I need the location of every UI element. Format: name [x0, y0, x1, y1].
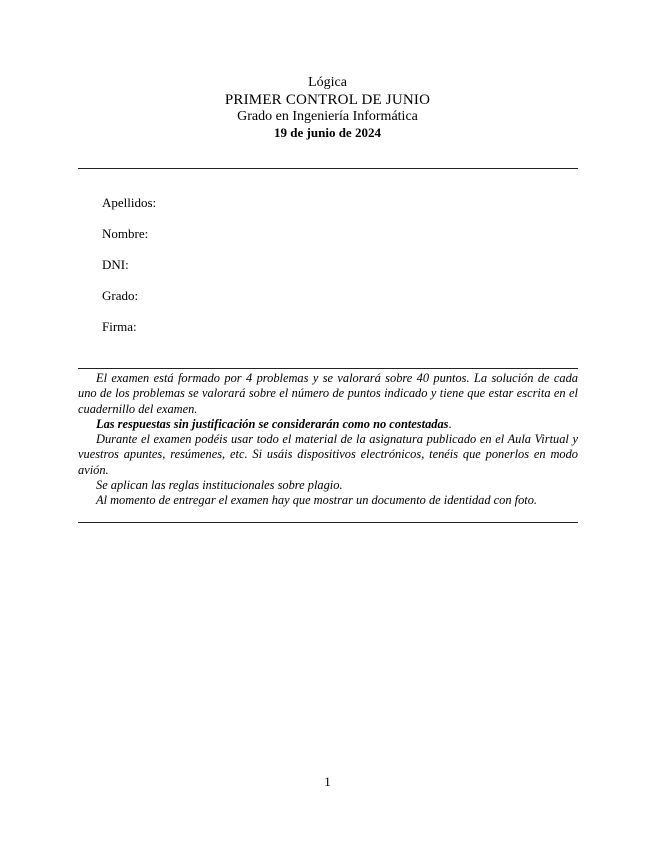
field-nombre: Nombre:: [102, 226, 149, 241]
divider-top: [78, 168, 578, 169]
subject-title: Lógica: [308, 75, 347, 90]
field-dni: DNI:: [102, 257, 129, 272]
exam-title: PRIMER CONTROL DE JUNIO: [224, 92, 431, 108]
exam-date: 19 de junio de 2024: [274, 125, 381, 140]
field-firma: Firma:: [102, 319, 137, 334]
instruction-scoring: El examen está formado por 4 problemas y se valorará sobre 40 puntos. La solución de cada uno de los problemas se valorará sobre el número de puntos indicado y tiene que estar escrita en el cuadernillo del examen.: [78, 371, 578, 416]
instruction-justification: [78, 417, 578, 432]
field-grado: Grado:: [102, 288, 139, 303]
divider-middle: [78, 368, 578, 369]
instruction-identity: Al momento de entregar el examen hay que mostrar un documento de identidad con foto.: [96, 493, 538, 508]
exam-instructions: [78, 371, 578, 509]
exam-header: [0, 76, 655, 139]
instruction-plagiarism: Se aplican las reglas institucionales sobre plagio.: [96, 478, 343, 493]
field-apellidos: Apellidos:: [102, 195, 157, 210]
student-fields: [102, 195, 156, 350]
instruction-materials: Durante el examen podéis usar todo el material de la asignatura publicado en el Aula Virtual y vuestros apuntes, resúmenes, etc. Si usáis dispositivos electrónicos, tenéis que ponerlos en modo avión.: [78, 432, 578, 477]
instruction-justification-period: .: [448, 416, 452, 431]
page-number: 1: [324, 774, 331, 789]
degree-name: Grado en Ingeniería Informática: [237, 109, 418, 124]
divider-bottom: [78, 522, 578, 523]
instruction-justification-text: Las respuestas sin justificación se considerarán como no contestadas: [96, 416, 449, 431]
